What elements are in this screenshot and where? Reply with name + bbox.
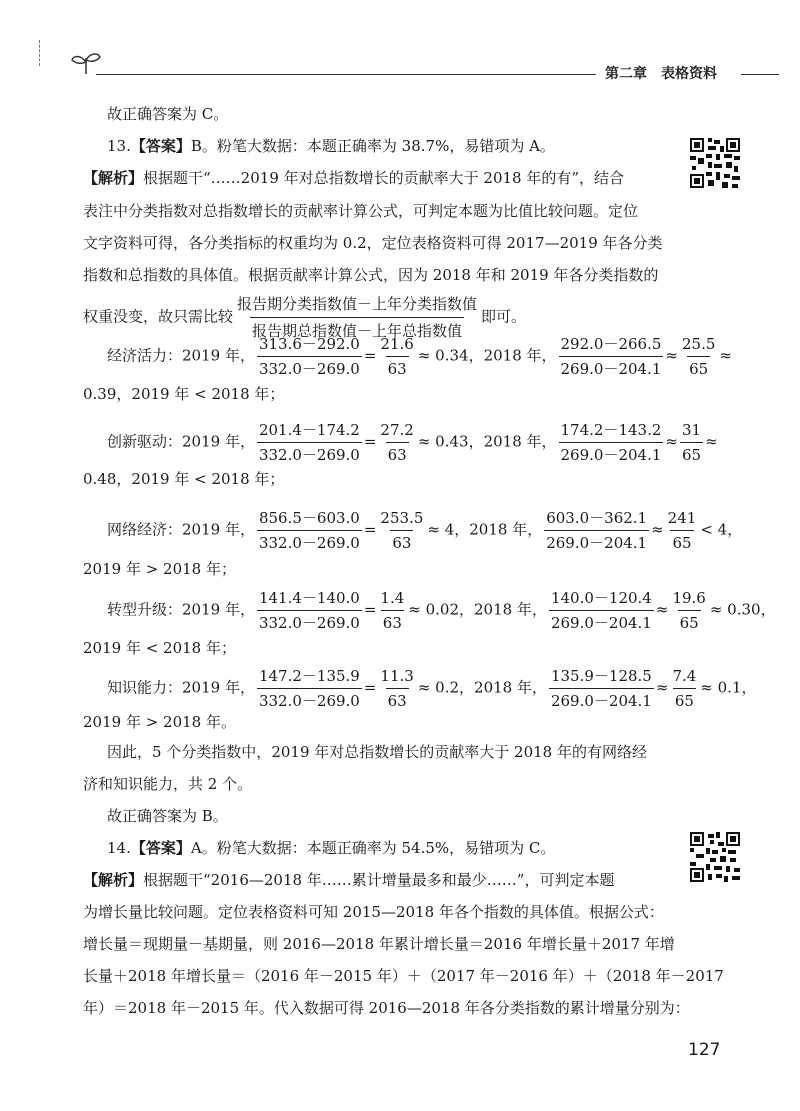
fraction-numerator: 253.5 — [380, 509, 424, 527]
calc-continuation: 2019 年 > 2018 年； — [83, 560, 236, 578]
fraction — [544, 508, 649, 553]
fraction — [680, 420, 703, 465]
fraction — [257, 666, 362, 711]
fraction-denominator: 65 — [687, 356, 710, 379]
fraction-numerator: 147.2－135.9 — [258, 667, 360, 685]
fraction — [559, 420, 664, 465]
calc-label: 经济活力：2019 年， — [107, 346, 255, 365]
fraction-denominator: 63 — [386, 356, 409, 379]
fraction-denominator: 332.0－269.0 — [257, 610, 362, 633]
fraction-denominator: 65 — [673, 688, 696, 711]
chapter-name: 表格资料 — [661, 66, 717, 82]
q13-analysis-line — [83, 168, 624, 188]
fraction-denominator: 269.0－204.1 — [549, 610, 654, 633]
calc-continuation: 2019 年 > 2018 年。 — [83, 713, 236, 731]
fraction — [670, 666, 698, 711]
calc-label: 知识能力：2019 年， — [107, 678, 255, 697]
q14-answer — [107, 838, 555, 858]
calc-label: 网络经济：2019 年， — [107, 520, 255, 539]
chapter-label: 第二章 — [605, 66, 647, 82]
fraction-denominator: 269.0－204.1 — [549, 688, 654, 711]
calc-result: ≈ 0.2，2018 年， — [417, 678, 547, 697]
calc-label: 创新驱动：2019 年， — [107, 432, 255, 451]
answer-conclusion: 故正确答案为 B。 — [107, 807, 228, 825]
fraction — [257, 334, 362, 379]
fraction-numerator: 21.6 — [380, 335, 414, 353]
fraction-denominator: 报告期总指数值－上年总指数值 — [250, 317, 464, 342]
fraction-denominator: 65 — [678, 610, 701, 633]
fraction-denominator: 63 — [386, 442, 409, 465]
formula-suffix: 即可。 — [481, 307, 527, 326]
fraction-numerator: 报告期分类指数值－上年分类指数值 — [237, 295, 478, 313]
header-rule-right — [741, 74, 779, 75]
fraction-numerator: 201.4－174.2 — [258, 421, 360, 439]
fraction-numerator: 141.4－140.0 — [258, 589, 360, 607]
fraction-numerator: 7.4 — [672, 667, 697, 685]
fraction — [549, 588, 654, 633]
fraction-denominator: 63 — [381, 610, 404, 633]
page-number: 127 — [688, 1040, 721, 1060]
fraction-denominator: 269.0－204.1 — [544, 530, 649, 553]
fraction — [549, 666, 654, 711]
calc-continuation: 2019 年 < 2018 年； — [83, 639, 236, 657]
fraction — [378, 420, 415, 465]
fraction — [257, 420, 362, 465]
fraction — [378, 588, 406, 633]
fraction-denominator: 65 — [670, 530, 693, 553]
analysis-text: 根据题干“2016—2018 年……累计增量最多和最少……”，可判定本题 — [143, 871, 615, 889]
fraction-numerator: 241 — [667, 509, 697, 527]
calc-result: ≈ 0.1， — [700, 678, 757, 697]
fraction — [680, 334, 717, 379]
answer-conclusion: 故正确答案为 C。 — [107, 105, 229, 123]
paragraph-line: 文字资料可得，各分类指标的权重均为 0.2，定位表格资料可得 2017—2019 年各分类 — [83, 234, 663, 252]
q13-answer — [107, 136, 555, 156]
paragraph-line: 长量＋2018 年增长量＝（2016 年－2015 年）＋（2017 年－2016 年）＋（2018 年－2017 — [83, 967, 724, 985]
fraction — [257, 508, 362, 553]
fraction-denominator: 63 — [386, 688, 409, 711]
header-chapter-title — [605, 63, 717, 83]
fraction-numerator: 135.9－128.5 — [550, 667, 652, 685]
fraction-numerator: 11.3 — [380, 667, 414, 685]
calc-result: ≈ 0.30， — [709, 600, 776, 619]
paragraph-line: 因此，5 个分类指数中，2019 年对总指数增长的贡献率大于 2018 年的有网络经 — [107, 743, 647, 761]
calc-label: 转型升级：2019 年， — [107, 600, 255, 619]
calc-continuation: 0.39，2019 年 < 2018 年； — [83, 385, 285, 403]
calc-result: ≈ 4，2018 年， — [427, 520, 543, 539]
fraction-denominator: 269.0－204.1 — [559, 442, 664, 465]
answer-tag: 【答案】 — [130, 839, 191, 857]
paragraph-line: 济和知识能力，共 2 个。 — [83, 775, 253, 793]
fraction-numerator: 31 — [681, 421, 702, 439]
fraction-numerator: 19.6 — [672, 589, 706, 607]
calc-network-economy: 网络经济：2019 年， $\frac{856.5-603.0}{332.0-269.0}$ = $\frac{253.5}{63}$ ≈ 4，2018 年， $\frac{603.0-362.1}{269.0-204.1}$ ≈ $\frac{241}{65}$ < 4， — [107, 509, 743, 552]
calc-transformation-upgrade: 转型升级：2019 年， $\frac{141.4-140.0}{332.0-269.0}$ = $\frac{1.4}{63}$ ≈ 0.02，2018 年， $\frac{140.0-120.4}{269.0-204.1}$ ≈ $\frac{19.6}{65}$ ≈ 0.30， — [107, 589, 776, 632]
paragraph-line: 为增长量比较问题。定位表格资料可知 2015—2018 年各个指数的具体值。根据公式： — [83, 903, 664, 921]
q14-number: 14. — [107, 839, 131, 857]
fraction-denominator: 332.0－269.0 — [257, 442, 362, 465]
paragraph-line: 增长量＝现期量－基期量，则 2016—2018 年累计增长量＝2016 年增长量＋2017 年增 — [83, 935, 675, 953]
answer-text: A。粉笔大数据：本题正确率为 54.5%，易错项为 C。 — [190, 839, 556, 857]
paragraph-line: 表注中分类指数对总指数增长的贡献率计算公式，可判定本题为比值比较问题。定位 — [83, 202, 639, 220]
fraction — [670, 588, 707, 633]
qr-code-icon — [690, 138, 740, 188]
fraction-numerator: 313.6－292.0 — [258, 335, 360, 353]
calc-innovation-drive: 创新驱动：2019 年， $\frac{201.4-174.2}{332.0-269.0}$ = $\frac{27.2}{63}$ ≈ 0.43，2018 年， $\frac{174.2-143.2}{269.0-204.1}$ ≈ $\frac{31}{65}$ ≈ — [107, 421, 718, 464]
fraction-numerator: 25.5 — [681, 335, 716, 353]
fraction-numerator: 292.0－266.5 — [560, 335, 662, 353]
analysis-text: 根据题干“……2019 年对总指数增长的贡献率大于 2018 年的有”，结合 — [143, 169, 625, 187]
q14-analysis-line — [83, 870, 614, 890]
fraction-denominator: 332.0－269.0 — [257, 356, 362, 379]
fraction-numerator: 140.0－120.4 — [550, 589, 652, 607]
fraction — [378, 508, 425, 553]
fraction-denominator: 63 — [390, 530, 413, 553]
answer-text: B。粉笔大数据：本题正确率为 38.7%，易错项为 A。 — [190, 137, 555, 155]
fraction — [257, 588, 362, 633]
fraction — [559, 334, 664, 379]
calc-economic-vitality: 经济活力：2019 年， $\frac{313.6-292.0}{332.0-269.0}$ = $\frac{21.6}{63}$ ≈ 0.34，2018 年， $\frac{292.0-266.5}{269.0-204.1}$ ≈ $\frac{25.5}{65}$ ≈ — [107, 335, 732, 378]
calc-result: ≈ 0.02，2018 年， — [408, 600, 547, 619]
fraction — [378, 334, 415, 379]
calc-knowledge-capacity: 知识能力：2019 年， $\frac{147.2-135.9}{332.0-269.0}$ = $\frac{11.3}{63}$ ≈ 0.2，2018 年， $\frac{135.9-128.5}{269.0-204.1}$ ≈ $\frac{7.4}{65}$ ≈ 0.1， — [107, 667, 757, 710]
q13-number: 13. — [107, 137, 131, 155]
fraction-numerator: 174.2－143.2 — [560, 421, 662, 439]
calc-result: ≈ 0.43，2018 年， — [417, 432, 557, 451]
header-rule — [96, 74, 596, 75]
qr-code-icon — [690, 832, 740, 882]
analysis-tag: 【解析】 — [83, 169, 144, 187]
calc-result: < 4， — [700, 520, 743, 539]
paragraph-line: 年）＝2018 年－2015 年。代入数据可得 2016—2018 年各分类指数的累计增量分别为： — [83, 999, 690, 1017]
analysis-tag: 【解析】 — [83, 871, 144, 889]
fraction-numerator: 27.2 — [380, 421, 414, 439]
fraction-denominator: 269.0－204.1 — [559, 356, 664, 379]
calc-continuation: 0.48，2019 年 < 2018 年； — [83, 470, 285, 488]
fraction — [666, 508, 699, 553]
answer-tag: 【答案】 — [130, 137, 191, 155]
fraction — [378, 666, 415, 711]
calc-result: ≈ 0.34，2018 年， — [417, 346, 557, 365]
fraction-numerator: 856.5－603.0 — [258, 509, 360, 527]
fraction-denominator: 332.0－269.0 — [257, 530, 362, 553]
page-edge-mark — [39, 40, 40, 66]
fraction-numerator: 1.4 — [380, 589, 405, 607]
fraction-denominator: 332.0－269.0 — [257, 688, 362, 711]
paragraph-line: 指数和总指数的具体值。根据贡献率计算公式，因为 2018 年和 2019 年各分类指数的 — [83, 266, 659, 284]
fraction-denominator: 65 — [680, 442, 703, 465]
formula-prefix: 权重没变，故只需比较 — [83, 307, 234, 326]
fraction-numerator: 603.0－362.1 — [546, 509, 648, 527]
